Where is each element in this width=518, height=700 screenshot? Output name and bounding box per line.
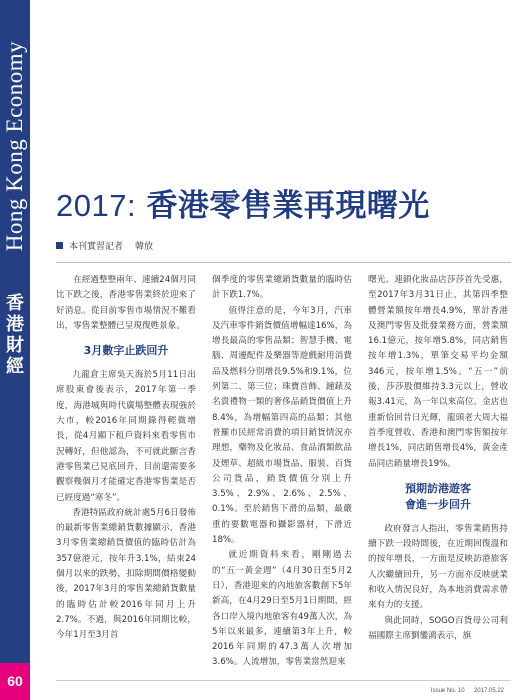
section-char: 港 [6,314,24,335]
subheading [56,343,196,359]
page-number: 60 [7,673,23,689]
paragraph: 個季度的零售業總銷貨數量的臨時估計下跌1.7%。 [212,275,352,301]
footer-divider [56,680,511,681]
article-column-2 [212,273,352,671]
section-title-zh [0,293,30,377]
section-char: 經 [6,356,24,377]
subheading-line: 預期訪港遊客 [405,481,471,495]
paragraph: 與此同時，SOGO百貨母公司利福國際主席劉鑾鴻表示，旗 [368,615,508,641]
subheading [368,481,508,513]
subheading-line: 3月數字止跌回升 [83,344,169,358]
issue-footer [431,685,504,694]
page-number-badge [0,663,30,700]
issue-number: Issue No. 10 [430,688,465,694]
article-column-3 [368,273,508,644]
subheading-line: 會進一步回升 [405,497,471,511]
article-title [56,180,430,225]
paragraph: 就近期資料來看，剛剛過去的“五一黃金週”（4月30日至5月2日），香港迎來的內地旅客數創下5年新高，在4月29日至5月1日期間，經各口岸入境內地旅客有49萬人次，為5年以來最多，連續第3年上升，較2016年同期的47.3萬人次增加3.6%。人流增加，零售業當然迎來 [212,550,352,668]
paragraph: 九龍倉主席吳天海於5月11日出席股東會後表示，2017年第一季度，海港城與時代廣場整體表現強於大市，較2016年同期錄得輕微增長，從4月顯下租戶資料來看零售市況轉好，但他認為，不可就此斷言香港零售業已見底回升，目前還需要多觀察幾個月才能確定香港零售業是否已經度過“寒冬”。 [56,370,196,503]
issue-date: 2017.05.22 [473,688,504,694]
paragraph: 香港特區政府統計處5月6日發佈的最新零售業總銷貨數據顯示，香港3月零售業總銷貨價值的臨時估計為357億港元，按年升3.1%，結束24個月以來的跌勢，扣除期間價格變動後，2017年3月的零售業總銷貨數量的臨時估計較2016年同月上升2.7%。不過，與2016年同期比較，今年1月至3月首 [56,507,196,641]
section-char: 財 [6,335,24,356]
article-column-1 [56,273,196,644]
title-text: 香港零售業再現曙光 [146,188,430,224]
byline-role: 本刊實習記者 [69,242,124,252]
section-char: 香 [6,293,24,314]
title-year: 2017: [56,188,137,223]
section-sidebar [0,0,30,700]
paragraph: 在經過整整兩年、連續24個月同比下跌之後，香港零售業終於迎來了好消息。從目前零售市場情況不難看出，零售業整體已呈現復甦景象。 [56,275,196,331]
title-divider [56,262,511,263]
paragraph: 政府發言人指出，零售業銷售持續下跌一段時間後，在近期回復溫和的按年增長，一方面是反映訪港旅客人次繼續回升，另一方面亦反映就業和收入情況良好，為本地消費需求帶來有力的支援。 [368,523,508,611]
paragraph: 值得注意的是，今年3月，汽車及汽車零件銷貨價值增幅達16%，為增長最高的零售品類；智慧手機、電腦、周邊配件及樂器等遊戲耐用消費品及燃料分別增長9.5%和9.1%，位列第二、第三位；珠寶首飾、鐘錶及名貴禮物一類的奢侈品銷貨價值上升8.4%，為增幅第四高的品類；其他普羅市民經常消費的項目銷貨情況亦理想，藥物及化妝品、食品酒類飲品及煙草、超級市場貨品、服裝、百貨公司貨品，銷貨價值分別上升3.5%、2.9%、2.6%、2.5%、0.1%。至於銷售下滑的品類，最嚴重的要數電器和攝影器材，下滑近18%。 [212,305,352,546]
byline [56,239,153,252]
square-bullet-icon [56,242,63,249]
paragraph: 曙光。連鎖化妝品店莎莎首先受惠，至2017年3月31日止，其第四季整體營業額按年增長4.9%，單計香港及澳門零售及批發業務方面，營業額16.1億元，按年增5.8%，同店銷售按年增1.3%，單筆交易平均金額346元，按年增1.5%。“五一”前後，莎莎股價維持3.3元以上，營收報3.41元，為一年以來高位。金店也重新恰回昔日光輝，龍頭老大周大福首季度營收、香港和澳門零售額按年增長1%，同店銷售增長4%，黃金產品同店銷量增長19%。 [368,275,508,469]
byline-name: 韓放 [135,242,154,252]
section-title-en: Hong Kong Economy [2,40,27,252]
